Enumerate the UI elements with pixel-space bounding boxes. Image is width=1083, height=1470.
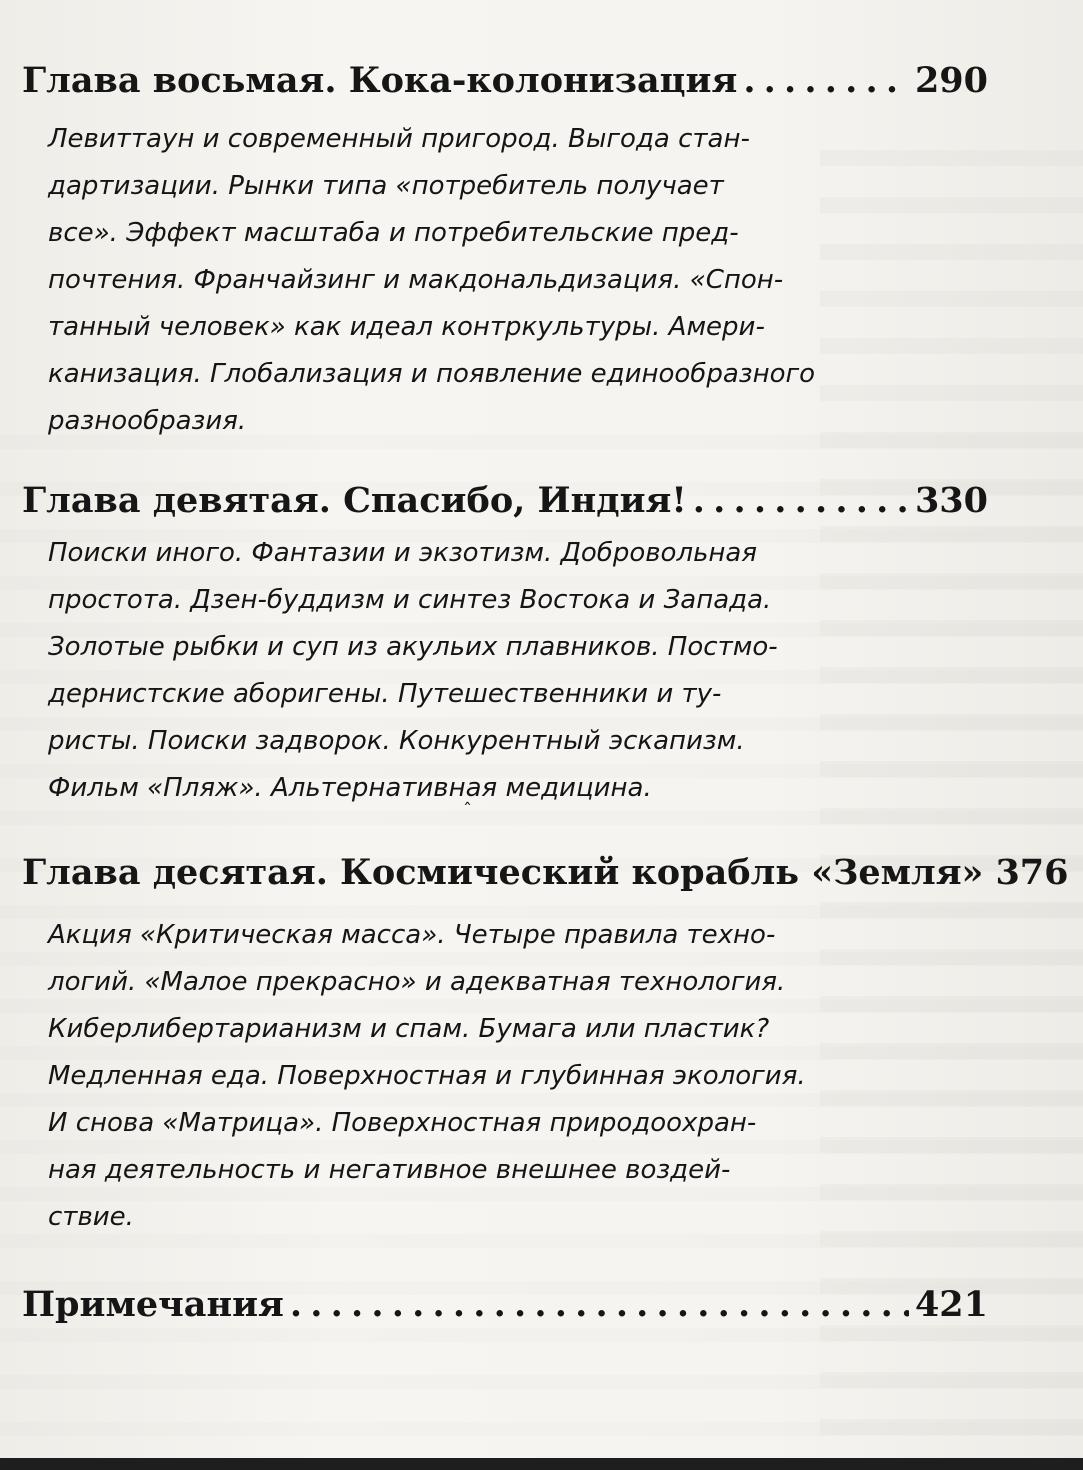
summary-line: все». Эффект масштаба и потребительские пред- <box>48 218 739 248</box>
summary-line: ристы. Поиски задворок. Конкурентный эскапизм. <box>48 726 745 756</box>
summary-line: ная деятельность и негативное внешнее воздей- <box>48 1155 731 1185</box>
summary-line: простота. Дзен-буддизм и синтез Востока и Запада. <box>48 585 772 615</box>
toc-entry-chapter-8 <box>22 60 988 101</box>
summary-line: Левиттаун и современный пригород. Выгода стан- <box>48 124 750 154</box>
summary-line: Золотые рыбки и суп из акульих плавников. Постмо- <box>48 632 778 662</box>
dot-leader <box>743 60 909 101</box>
summary-line: логий. «Малое прекрасно» и адекватная технология. <box>48 967 786 997</box>
summary-line: Киберлибертарианизм и спам. Бумага или пластик? <box>48 1014 770 1044</box>
dot-leader <box>693 480 909 521</box>
chapter-summary <box>48 912 848 1241</box>
summary-line: почтения. Франчайзинг и макдональдизация. «Спон- <box>48 265 784 295</box>
summary-line: Фильм «Пляж». Альтернативная медицина. <box>48 773 652 803</box>
chapter-title: Примечания <box>22 1284 284 1325</box>
page-number: 376 <box>995 852 1069 893</box>
page-bottom-edge <box>0 1458 1083 1470</box>
toc-entry-chapter-9 <box>22 480 988 521</box>
chapter-title: Глава девятая. Спасибо, Индия! <box>22 480 687 521</box>
chapter-summary <box>48 530 848 812</box>
summary-line: Акция «Критическая масса». Четыре правила техно- <box>48 920 776 950</box>
toc-entry-notes <box>22 1284 988 1325</box>
chapter-title: Глава восьмая. Кока-колонизация <box>22 60 738 101</box>
summary-line: ствие. <box>48 1202 134 1232</box>
page-number: 330 <box>914 480 988 521</box>
chapter-summary <box>48 116 848 445</box>
stray-mark: ˆ <box>463 800 472 821</box>
page-number: 421 <box>914 1284 988 1325</box>
page-number: 290 <box>914 60 988 101</box>
summary-line: разнообразия. <box>48 406 247 436</box>
summary-line: канизация. Глобализация и появление единообразного <box>48 359 816 389</box>
summary-line: дартизации. Рынки типа «потребитель получает <box>48 171 724 201</box>
summary-line: Медленная еда. Поверхностная и глубинная экология. <box>48 1061 806 1091</box>
dot-leader <box>290 1284 909 1325</box>
summary-line: танный человек» как идеал контркультуры. Амери- <box>48 312 765 342</box>
summary-line: Поиски иного. Фантазии и экзотизм. Добровольная <box>48 538 757 568</box>
summary-line: И снова «Матрица». Поверхностная природоохран- <box>48 1108 757 1138</box>
toc-entry-chapter-10 <box>22 852 1069 893</box>
summary-line: дернистские аборигены. Путешественники и ту- <box>48 679 722 709</box>
chapter-title: Глава десятая. Космический корабль «Земля» <box>22 852 984 893</box>
